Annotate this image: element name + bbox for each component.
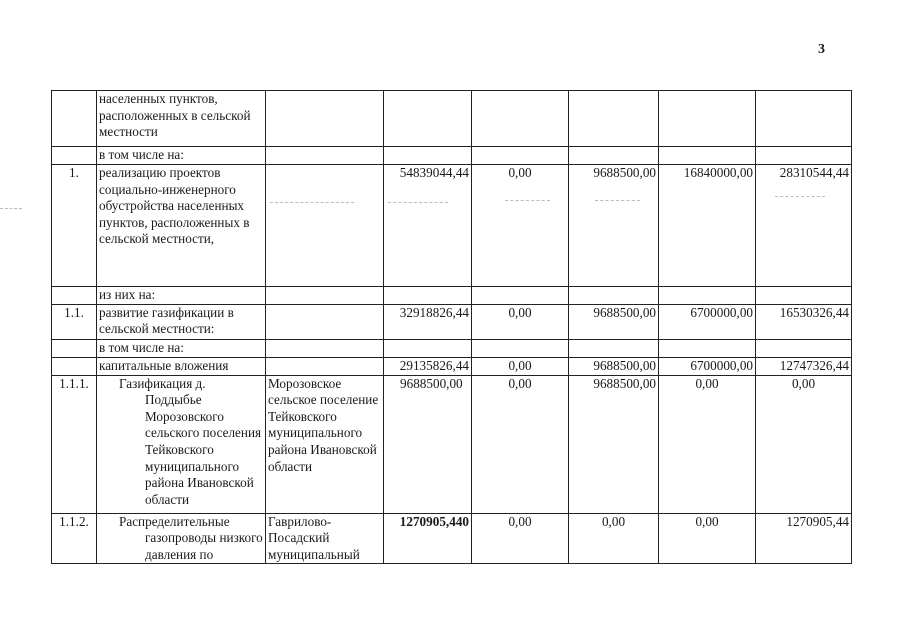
- row-total: [384, 91, 472, 147]
- table-row: [52, 375, 852, 513]
- row-local: 16840000,00: [659, 165, 756, 287]
- row-number: 1.: [52, 165, 97, 287]
- row-number: [52, 147, 97, 165]
- row-local: 0,00: [659, 375, 756, 513]
- row-total: 54839044,44: [384, 165, 472, 287]
- row-regional: [569, 339, 659, 357]
- row-executor: [266, 304, 384, 339]
- row-other: [756, 91, 852, 147]
- scan-artifact: [270, 202, 354, 203]
- table-row: [52, 147, 852, 165]
- row-local: 6700000,00: [659, 304, 756, 339]
- row-number: 1.1.: [52, 304, 97, 339]
- row-regional: 9688500,00: [569, 375, 659, 513]
- row-total: 9688500,00: [384, 375, 472, 513]
- scan-artifact: [388, 202, 448, 203]
- row-executor: [266, 287, 384, 305]
- row-number: [52, 339, 97, 357]
- budget-table: [51, 90, 852, 564]
- row-other: 1270905,44: [756, 513, 852, 564]
- row-name: Распределительные газопроводы низкого давления по: [97, 513, 266, 564]
- table-row: [52, 357, 852, 375]
- table-row: [52, 339, 852, 357]
- scan-artifact: [505, 200, 550, 201]
- row-name: Газификация д. Поддыбье Морозовского сельского поселения Тейковского муниципального района Ивановской области: [97, 375, 266, 513]
- row-federal: [472, 91, 569, 147]
- row-name: реализацию проектов социально-инженерного обустройства населенных пунктов, расположенных в сельской местности,: [97, 165, 266, 287]
- table-row: [52, 165, 852, 287]
- row-federal: [472, 147, 569, 165]
- row-local: 0,00: [659, 513, 756, 564]
- row-local: [659, 287, 756, 305]
- row-other: [756, 287, 852, 305]
- row-executor: [266, 165, 384, 287]
- row-local: [659, 91, 756, 147]
- row-executor: Гаврилово-Посадский муниципальный: [266, 513, 384, 564]
- table-row: [52, 287, 852, 305]
- row-federal: [472, 287, 569, 305]
- row-local: 6700000,00: [659, 357, 756, 375]
- row-name: развитие газификации в сельской местности:: [97, 304, 266, 339]
- row-executor: [266, 91, 384, 147]
- row-federal: 0,00: [472, 375, 569, 513]
- row-other: 28310544,44: [756, 165, 852, 287]
- row-executor: [266, 357, 384, 375]
- scan-artifact: [775, 196, 825, 197]
- scan-artifact: [205, 204, 235, 205]
- row-number: 1.1.1.: [52, 375, 97, 513]
- row-name: из них на:: [97, 287, 266, 305]
- page-number: 3: [818, 42, 825, 57]
- row-regional: [569, 147, 659, 165]
- row-number: [52, 357, 97, 375]
- row-regional: 0,00: [569, 513, 659, 564]
- row-total: [384, 147, 472, 165]
- row-executor: Морозовское сельское поселение Тейковского муниципального района Ивановской области: [266, 375, 384, 513]
- row-total: 29135826,44: [384, 357, 472, 375]
- row-number: [52, 91, 97, 147]
- row-other: 0,00: [756, 375, 852, 513]
- row-regional: 9688500,00: [569, 357, 659, 375]
- row-name: населенных пунктов, расположенных в сельской местности: [97, 91, 266, 147]
- row-other: [756, 147, 852, 165]
- table-row: [52, 91, 852, 147]
- row-regional: 9688500,00: [569, 304, 659, 339]
- row-local: [659, 339, 756, 357]
- row-total: 32918826,44: [384, 304, 472, 339]
- row-regional: 9688500,00: [569, 165, 659, 287]
- row-name: в том числе на:: [97, 147, 266, 165]
- row-federal: 0,00: [472, 357, 569, 375]
- row-number: 1.1.2.: [52, 513, 97, 564]
- row-other: [756, 339, 852, 357]
- row-name: в том числе на:: [97, 339, 266, 357]
- row-federal: 0,00: [472, 165, 569, 287]
- row-name: капитальные вложения: [97, 357, 266, 375]
- row-local: [659, 147, 756, 165]
- scan-artifact: [595, 200, 640, 201]
- row-other: 16530326,44: [756, 304, 852, 339]
- row-federal: 0,00: [472, 304, 569, 339]
- row-executor: [266, 147, 384, 165]
- row-executor: [266, 339, 384, 357]
- row-total: [384, 339, 472, 357]
- scan-artifact: [0, 208, 22, 209]
- row-other: 12747326,44: [756, 357, 852, 375]
- row-federal: 0,00: [472, 513, 569, 564]
- row-total: [384, 287, 472, 305]
- row-federal: [472, 339, 569, 357]
- row-regional: [569, 287, 659, 305]
- table-row: [52, 304, 852, 339]
- row-regional: [569, 91, 659, 147]
- row-total: 1270905,440: [384, 513, 472, 564]
- table-row: [52, 513, 852, 564]
- row-number: [52, 287, 97, 305]
